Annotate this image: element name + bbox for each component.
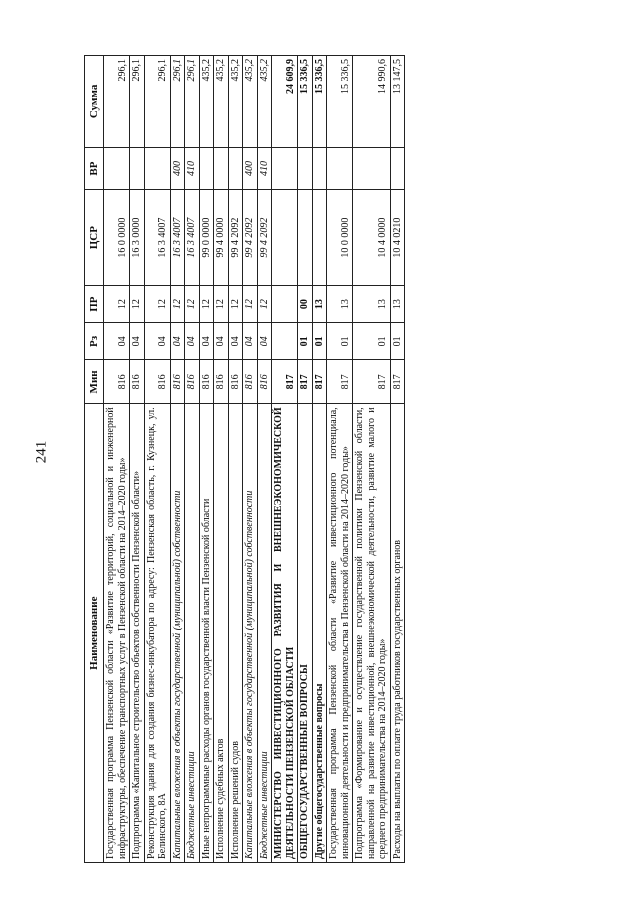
row-name-cell: ОБЩЕГОСУДАРСТВЕННЫЕ ВОПРОСЫ [298, 404, 313, 863]
table-row [170, 56, 185, 863]
header-name: Наименование [85, 404, 104, 863]
row-vr-cell: 400 [243, 147, 258, 190]
table-row [272, 56, 298, 863]
row-pr-cell: 13 [327, 286, 353, 323]
table-row [327, 56, 353, 863]
row-vr-cell [312, 147, 327, 190]
header-csr: ЦСР [85, 190, 104, 286]
row-pr-cell: 12 [104, 286, 130, 323]
row-rz-cell: 01 [390, 323, 405, 360]
row-rz-cell [272, 323, 298, 360]
row-name-cell: Государственная программа Пензенской области «Развитие территорий, социальной и инженерной инфраструктуры, обеспечение транспортных услуг в Пензенской области на 2014–2020 годы» [104, 404, 130, 863]
row-rz-cell: 01 [327, 323, 353, 360]
row-vr-cell [214, 147, 229, 190]
row-rz-cell: 04 [144, 323, 170, 360]
row-vr-cell [130, 147, 145, 190]
header-rz: Рз [85, 323, 104, 360]
table-row [214, 56, 229, 863]
row-pr-cell: 12 [214, 286, 229, 323]
row-csr-cell: 99 4 2092 [257, 190, 272, 286]
row-sum-cell: 435,2 [199, 56, 214, 148]
row-vr-cell [298, 147, 313, 190]
row-min-cell: 817 [312, 360, 327, 404]
row-csr-cell: 99 4 2092 [228, 190, 243, 286]
table-row [257, 56, 272, 863]
header-sum: Сумма [85, 56, 104, 148]
row-name-cell: Капитальные вложения в объекты государственной (муниципальной) собственности [243, 404, 258, 863]
table-row [199, 56, 214, 863]
header-pr: ПР [85, 286, 104, 323]
row-pr-cell: 13 [353, 286, 391, 323]
row-min-cell: 816 [228, 360, 243, 404]
row-csr-cell: 99 4 2092 [243, 190, 258, 286]
row-min-cell: 816 [243, 360, 258, 404]
row-name-cell: Подпрограмма «Капитальное строительство объектов собственности Пензенской области» [130, 404, 145, 863]
row-sum-cell: 435,2 [214, 56, 229, 148]
row-rz-cell: 04 [228, 323, 243, 360]
row-vr-cell [104, 147, 130, 190]
row-pr-cell: 12 [228, 286, 243, 323]
row-rz-cell: 04 [185, 323, 200, 360]
row-sum-cell: 15 336,5 [312, 56, 327, 148]
row-rz-cell: 04 [130, 323, 145, 360]
row-sum-cell: 296,1 [185, 56, 200, 148]
row-name-cell: Расходы на выплаты по оплате труда работников государственных органов [390, 404, 405, 863]
row-name-cell: Иные непрограммные расходы органов государственной власти Пензенской области [199, 404, 214, 863]
row-name-cell: Другие общегосударственные вопросы [312, 404, 327, 863]
row-sum-cell: 435,2 [257, 56, 272, 148]
row-vr-cell [199, 147, 214, 190]
row-rz-cell: 01 [312, 323, 327, 360]
row-csr-cell: 10 0 0000 [327, 190, 353, 286]
row-csr-cell: 16 0 0000 [104, 190, 130, 286]
row-csr-cell: 16 3 0000 [130, 190, 145, 286]
row-pr-cell: 13 [390, 286, 405, 323]
table-row [390, 56, 405, 863]
row-vr-cell [228, 147, 243, 190]
row-csr-cell: 16 3 4007 [185, 190, 200, 286]
row-pr-cell [272, 286, 298, 323]
row-csr-cell: 10 4 0210 [390, 190, 405, 286]
row-rz-cell: 04 [170, 323, 185, 360]
row-min-cell: 816 [104, 360, 130, 404]
table-row [130, 56, 145, 863]
row-pr-cell: 12 [144, 286, 170, 323]
row-sum-cell: 435,2 [228, 56, 243, 148]
row-name-cell: Исполнение решений судов [228, 404, 243, 863]
row-vr-cell [272, 147, 298, 190]
row-name-cell: Бюджетные инвестиции [257, 404, 272, 863]
table-row [298, 56, 313, 863]
table-row [144, 56, 170, 863]
table-row [353, 56, 391, 863]
row-pr-cell: 12 [257, 286, 272, 323]
row-vr-cell [353, 147, 391, 190]
row-sum-cell: 296,1 [130, 56, 145, 148]
row-pr-cell: 12 [243, 286, 258, 323]
row-sum-cell: 15 336,5 [327, 56, 353, 148]
row-pr-cell: 00 [298, 286, 313, 323]
row-name-cell: Подпрограмма «Формирование и осуществление государственной политики Пензенской области, направленной на развитие инвестиционной, внешнеэкономической деятельности, развитие малого и среднего предпринимательства на 2014–2020 годы» [353, 404, 391, 863]
row-sum-cell: 296,1 [144, 56, 170, 148]
table-row [243, 56, 258, 863]
row-rz-cell: 04 [243, 323, 258, 360]
row-rz-cell: 04 [199, 323, 214, 360]
header-min: Мин [85, 360, 104, 404]
row-vr-cell: 400 [170, 147, 185, 190]
row-min-cell: 816 [130, 360, 145, 404]
row-sum-cell: 435,2 [243, 56, 258, 148]
table-row [185, 56, 200, 863]
budget-table [84, 55, 405, 863]
row-min-cell: 816 [170, 360, 185, 404]
row-vr-cell [327, 147, 353, 190]
page-number: 241 [33, 440, 50, 464]
row-min-cell: 816 [214, 360, 229, 404]
row-min-cell: 816 [257, 360, 272, 404]
row-min-cell: 816 [185, 360, 200, 404]
table-header-row [85, 56, 104, 863]
row-csr-cell: 16 3 4007 [170, 190, 185, 286]
row-sum-cell: 24 609,9 [272, 56, 298, 148]
row-sum-cell: 296,1 [104, 56, 130, 148]
row-sum-cell: 14 990,6 [353, 56, 391, 148]
budget-table-container [84, 55, 559, 863]
row-rz-cell: 01 [353, 323, 391, 360]
row-name-cell: Бюджетные инвестиции [185, 404, 200, 863]
row-sum-cell: 15 336,5 [298, 56, 313, 148]
row-vr-cell [144, 147, 170, 190]
row-min-cell: 817 [390, 360, 405, 404]
row-name-cell: Исполнение судебных актов [214, 404, 229, 863]
row-sum-cell: 13 147,5 [390, 56, 405, 148]
row-csr-cell [312, 190, 327, 286]
row-csr-cell [272, 190, 298, 286]
table-row [104, 56, 130, 863]
row-rz-cell: 04 [214, 323, 229, 360]
table-row [228, 56, 243, 863]
table-row [312, 56, 327, 863]
row-pr-cell: 12 [170, 286, 185, 323]
row-vr-cell [390, 147, 405, 190]
row-rz-cell: 04 [104, 323, 130, 360]
row-name-cell: Реконструкция здания для создания бизнес-инкубатора по адресу: Пензенская область, г. Кузнецк, ул. Белинского, 8А [144, 404, 170, 863]
row-name-cell: Государственная программа Пензенской области «Развитие инвестиционного потенциала, инновационной деятельности и предпринимательства в Пензенской области на 2014–2020 годы» [327, 404, 353, 863]
row-csr-cell: 99 4 0000 [214, 190, 229, 286]
row-csr-cell [298, 190, 313, 286]
row-rz-cell: 01 [298, 323, 313, 360]
row-min-cell: 816 [144, 360, 170, 404]
row-name-cell: Капитальные вложения в объекты государственной (муниципальной) собственности [170, 404, 185, 863]
row-min-cell: 816 [199, 360, 214, 404]
row-name-cell: МИНИСТЕРСТВО ИНВЕСТИЦИОННОГО РАЗВИТИЯ И ВНЕШНЕЭКОНОМИЧЕСКОЙ ДЕЯТЕЛЬНОСТИ ПЕНЗЕНСКОЙ ОБЛАСТИ [272, 404, 298, 863]
header-vr: ВР [85, 147, 104, 190]
row-csr-cell: 16 3 4007 [144, 190, 170, 286]
row-min-cell: 817 [298, 360, 313, 404]
row-vr-cell: 410 [257, 147, 272, 190]
row-pr-cell: 12 [130, 286, 145, 323]
row-pr-cell: 13 [312, 286, 327, 323]
row-pr-cell: 12 [185, 286, 200, 323]
row-min-cell: 817 [353, 360, 391, 404]
row-csr-cell: 10 4 0000 [353, 190, 391, 286]
row-min-cell: 817 [327, 360, 353, 404]
row-vr-cell: 410 [185, 147, 200, 190]
row-rz-cell: 04 [257, 323, 272, 360]
row-min-cell: 817 [272, 360, 298, 404]
row-sum-cell: 296,1 [170, 56, 185, 148]
row-pr-cell: 12 [199, 286, 214, 323]
row-csr-cell: 99 0 0000 [199, 190, 214, 286]
